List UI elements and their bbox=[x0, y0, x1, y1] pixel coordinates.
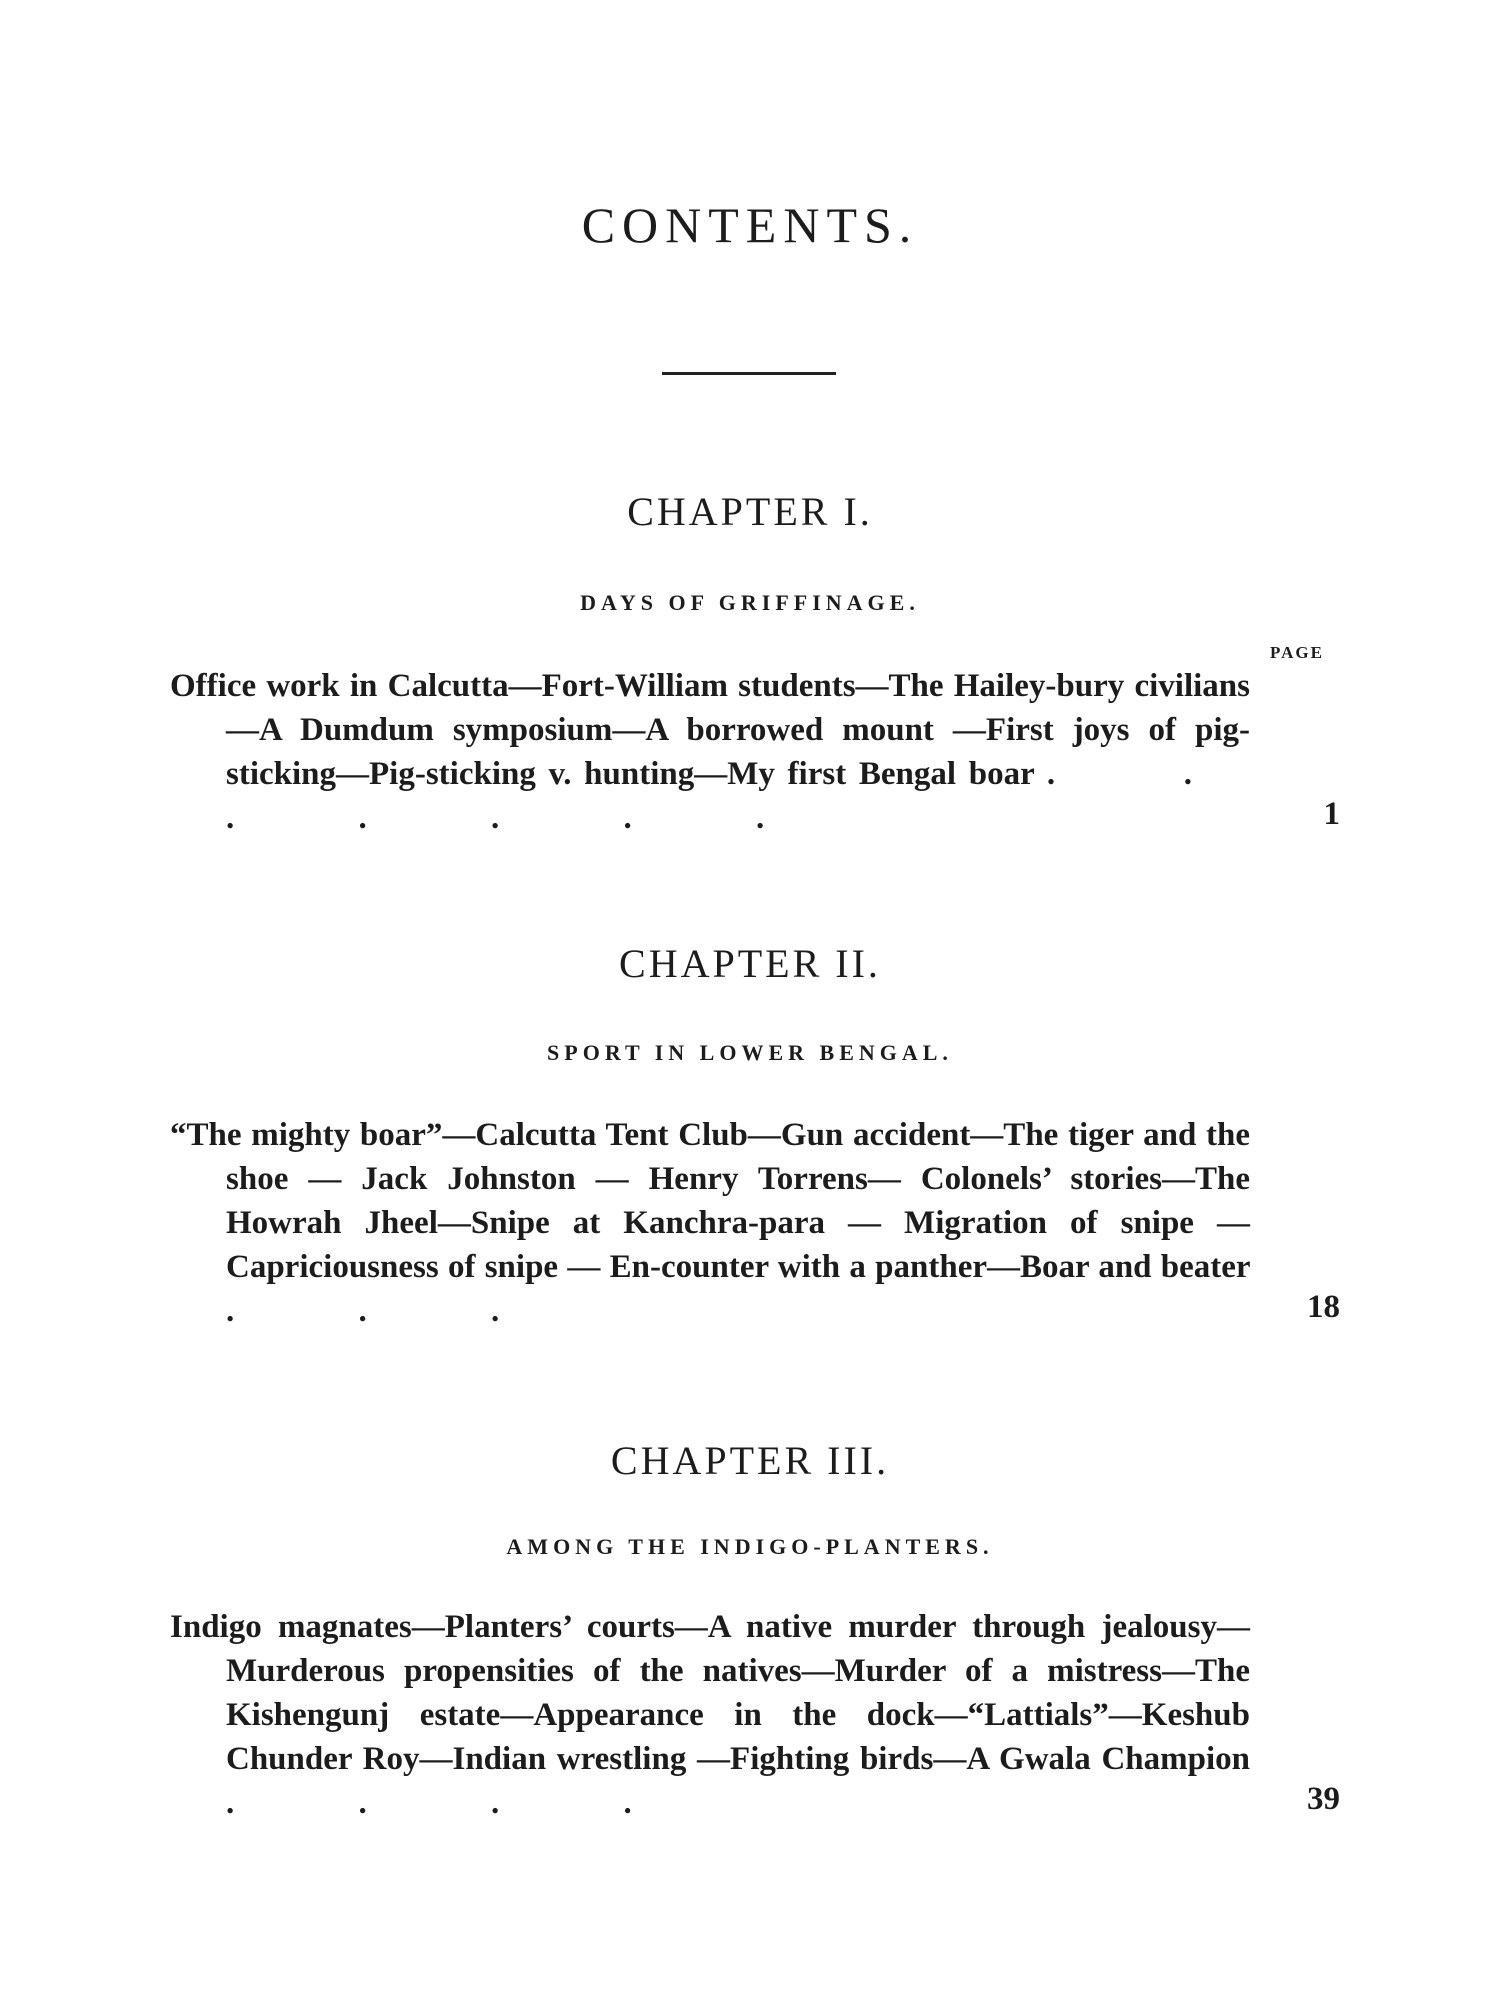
chapter-3-summary bbox=[170, 1605, 1250, 1825]
chapter-1-summary bbox=[170, 664, 1250, 840]
chapter-3-summary-text: Indigo magnates—Planters’ courts—A native murder through jealousy—Murderous propensities of the natives—Murder of a mistress—The Kishengunj estate—Appearance in the dock—“Lattials”—Keshub Chunder Roy—Indian wrestling —Fighting birds—A Gwala Champion bbox=[170, 1609, 1250, 1777]
chapter-3-leader: . . . . bbox=[226, 1785, 690, 1821]
chapter-1-leader: . . . . . . . bbox=[226, 756, 1251, 836]
chapter-1-subtitle: DAYS OF GRIFFINAGE. bbox=[580, 590, 920, 615]
chapter-1-heading: CHAPTER I. bbox=[627, 489, 873, 534]
chapter-3-page-number: 39 bbox=[1307, 1781, 1340, 1817]
chapter-3-subtitle: AMONG THE INDIGO-PLANTERS. bbox=[506, 1534, 994, 1559]
title-divider bbox=[662, 372, 836, 375]
page-column-label: PAGE bbox=[1270, 643, 1324, 662]
chapter-3-heading: CHAPTER III. bbox=[610, 1438, 890, 1483]
chapter-2-summary-text: “The mighty boar”—Calcutta Tent Club—Gun accident—The tiger and the shoe — Jack Johnston — Henry Torrens— Colonels’ stories—The Howrah Jheel—Snipe at Kanchra-para — Migration of snipe — Capriciousness of snipe — En-counter with a panther—Boar and beater bbox=[170, 1117, 1250, 1285]
chapter-2-leader: . . . bbox=[226, 1293, 558, 1329]
page-title: CONTENTS. bbox=[581, 197, 919, 253]
chapter-2-subtitle: SPORT IN LOWER BENGAL. bbox=[547, 1040, 953, 1065]
chapter-2-page-number: 18 bbox=[1307, 1289, 1340, 1325]
chapter-1-summary-text: Office work in Calcutta—Fort-William students—The Hailey-bury civilians—A Dumdum symposium—A borrowed mount —First joys of pig-sticking—Pig-sticking v. hunting—My first Bengal boar bbox=[170, 668, 1250, 792]
chapter-1-page-number: 1 bbox=[1323, 796, 1340, 832]
chapter-2-summary bbox=[170, 1113, 1250, 1333]
chapter-2-heading: CHAPTER II. bbox=[619, 941, 881, 986]
